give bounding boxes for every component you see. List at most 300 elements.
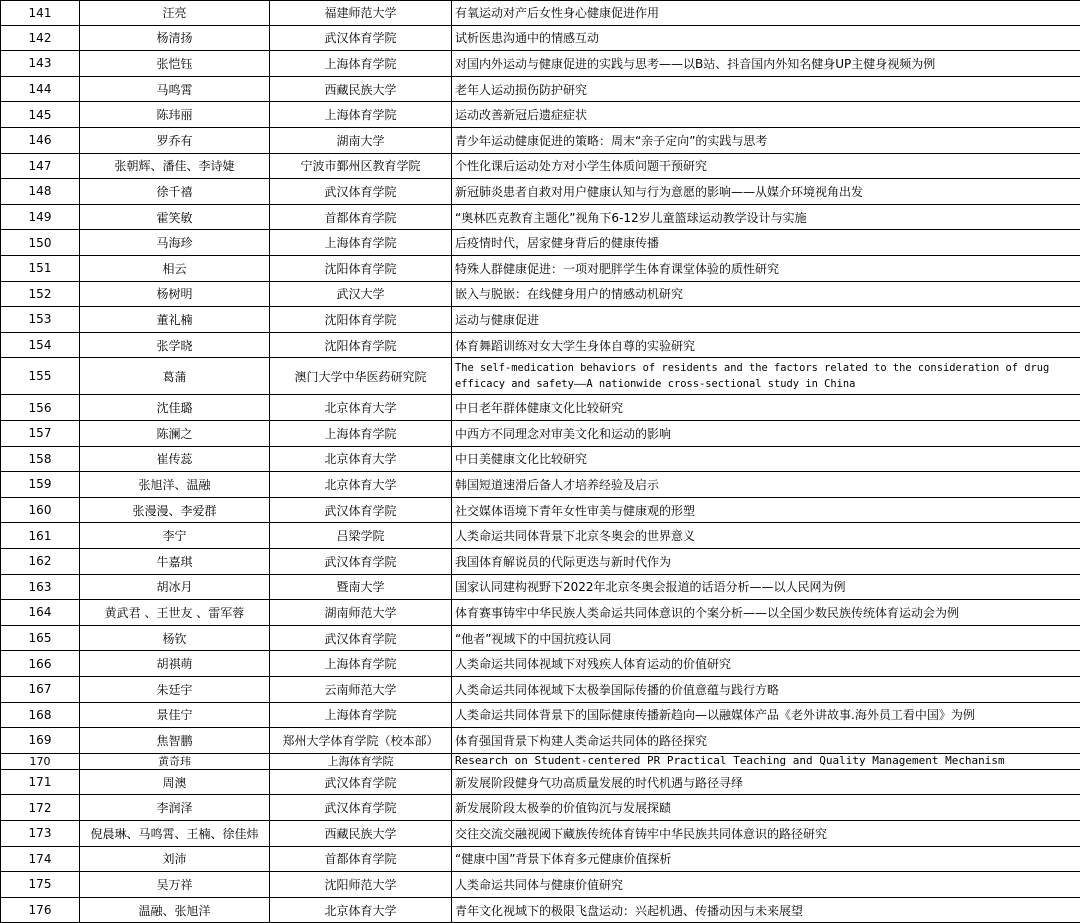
- title-text: 人类命运共同体视域下对残疾人体育运动的价值研究: [455, 657, 732, 672]
- title-text: “健康中国”背景下体育多元健康价值探析: [455, 852, 672, 867]
- title-cell[interactable]: [452, 898, 1080, 923]
- institution-cell[interactable]: [270, 395, 452, 420]
- institution-text: 云南师范大学: [324, 682, 397, 697]
- title-cell[interactable]: [452, 600, 1080, 625]
- title-text: 个性化课后运动处方对小学生体质问题干预研究: [455, 159, 708, 174]
- row-number-cell[interactable]: [0, 472, 80, 497]
- row-number-cell[interactable]: [0, 77, 80, 102]
- table-row: [0, 795, 1080, 821]
- author-cell[interactable]: [80, 179, 270, 204]
- row-number-text: 153: [28, 312, 52, 327]
- author-cell[interactable]: [80, 728, 270, 753]
- author-text: 罗乔有: [156, 133, 193, 148]
- author-cell[interactable]: [80, 307, 270, 332]
- row-number-text: 143: [28, 56, 52, 71]
- title-cell[interactable]: [452, 256, 1080, 281]
- institution-text: 上海体育学院: [324, 657, 397, 672]
- table-row: [0, 703, 1080, 729]
- institution-cell[interactable]: [270, 154, 452, 179]
- author-text: 倪晨琳、马鸣霄、王楠、徐佳炜: [90, 826, 259, 841]
- table-row: [0, 575, 1080, 601]
- row-number-text: 167: [28, 682, 52, 697]
- table-row: [0, 728, 1080, 754]
- title-text: 新发展阶段健身气功高质量发展的时代机遇与路径寻绎: [455, 775, 744, 790]
- row-number-text: 163: [28, 579, 52, 594]
- institution-text: 武汉体育学院: [324, 31, 397, 46]
- title-cell[interactable]: [452, 1, 1080, 25]
- row-number-text: 176: [28, 903, 52, 918]
- author-text: 崔传蕊: [156, 452, 193, 467]
- title-text: The self-medication behaviors of residents and the factors related to the consideration of drug efficacy and safety——A nationwide cross-sectional study in China: [455, 362, 1050, 391]
- institution-text: 沈阳师范大学: [324, 877, 397, 892]
- row-number-text: 172: [28, 800, 52, 815]
- author-text: 马海珍: [156, 236, 193, 251]
- institution-cell[interactable]: [270, 847, 452, 872]
- institution-cell[interactable]: [270, 205, 452, 230]
- row-number-cell[interactable]: [0, 154, 80, 179]
- author-cell[interactable]: [80, 549, 270, 574]
- institution-text: 武汉体育学院: [324, 554, 397, 569]
- row-number-text: 145: [28, 107, 52, 122]
- row-number-text: 164: [28, 605, 52, 620]
- institution-cell[interactable]: [270, 230, 452, 255]
- institution-cell[interactable]: [270, 626, 452, 651]
- table-row: [0, 51, 1080, 77]
- institution-cell[interactable]: [270, 754, 452, 769]
- row-number-text: 173: [28, 826, 52, 841]
- table-row: [0, 128, 1080, 154]
- row-number-cell[interactable]: [0, 847, 80, 872]
- table-row: [0, 26, 1080, 52]
- institution-cell[interactable]: [270, 472, 452, 497]
- row-number-cell[interactable]: [0, 333, 80, 358]
- row-number-text: 152: [28, 286, 52, 301]
- institution-cell[interactable]: [270, 179, 452, 204]
- row-number-text: 147: [28, 158, 52, 173]
- row-number-text: 170: [29, 754, 51, 768]
- author-cell[interactable]: [80, 600, 270, 625]
- author-text: 朱廷宇: [156, 682, 193, 697]
- institution-cell[interactable]: [270, 51, 452, 76]
- author-cell[interactable]: [80, 230, 270, 255]
- author-text: 董礼楠: [156, 312, 193, 327]
- title-text: 试析医患沟通中的情感互动: [455, 31, 600, 46]
- institution-cell[interactable]: [270, 26, 452, 51]
- title-cell[interactable]: [452, 626, 1080, 651]
- author-cell[interactable]: [80, 575, 270, 600]
- institution-cell[interactable]: [270, 872, 452, 897]
- institution-text: 上海体育学院: [324, 108, 397, 123]
- row-number-cell[interactable]: [0, 651, 80, 676]
- row-number-cell[interactable]: [0, 26, 80, 51]
- row-number-cell[interactable]: [0, 358, 80, 394]
- row-number-text: 149: [28, 210, 52, 225]
- row-number-text: 168: [28, 707, 52, 722]
- author-text: 马鸣霄: [156, 82, 193, 97]
- table-row: [0, 600, 1080, 626]
- title-cell[interactable]: [452, 498, 1080, 523]
- row-number-cell[interactable]: [0, 523, 80, 548]
- row-number-cell[interactable]: [0, 307, 80, 332]
- title-cell[interactable]: [452, 549, 1080, 574]
- institution-text: 上海体育学院: [324, 236, 397, 251]
- author-cell[interactable]: [80, 102, 270, 127]
- row-number-cell[interactable]: [0, 575, 80, 600]
- institution-text: 北京体育大学: [324, 452, 397, 467]
- institution-cell[interactable]: [270, 575, 452, 600]
- title-text: 新发展阶段太极拳的价值钩沉与发展探赜: [455, 801, 672, 816]
- institution-cell[interactable]: [270, 549, 452, 574]
- institution-cell[interactable]: [270, 728, 452, 753]
- institution-cell[interactable]: [270, 333, 452, 358]
- table-row: [0, 498, 1080, 524]
- author-text: 李宁: [162, 529, 187, 544]
- row-number-cell[interactable]: [0, 728, 80, 753]
- row-number-cell[interactable]: [0, 51, 80, 76]
- row-number-text: 141: [28, 5, 52, 20]
- author-cell[interactable]: [80, 498, 270, 523]
- title-text: 我国体育解说员的代际更迭与新时代作为: [455, 554, 672, 569]
- row-number-cell[interactable]: [0, 821, 80, 846]
- author-text: 杨钦: [162, 631, 187, 646]
- author-text: 张学晓: [156, 338, 193, 353]
- title-text: 体育舞蹈训练对女大学生身体自尊的实验研究: [455, 338, 696, 353]
- row-number-text: 169: [28, 733, 52, 748]
- row-number-cell[interactable]: [0, 898, 80, 923]
- author-cell[interactable]: [80, 754, 270, 769]
- table-row: [0, 333, 1080, 359]
- institution-cell[interactable]: [270, 770, 452, 795]
- title-cell[interactable]: [452, 754, 1080, 769]
- author-text: 牛嘉琪: [156, 554, 193, 569]
- institution-cell[interactable]: [270, 795, 452, 820]
- row-number-cell[interactable]: [0, 626, 80, 651]
- table-row: [0, 447, 1080, 473]
- title-cell[interactable]: [452, 728, 1080, 753]
- author-text: 徐千禧: [156, 184, 193, 199]
- institution-text: 沈阳体育学院: [324, 338, 397, 353]
- title-text: 新冠肺炎患者自救对用户健康认知与行为意愿的影响——从媒介环境视角出发: [455, 184, 864, 199]
- title-text: 有氧运动对产后女性身心健康促进作用: [455, 6, 660, 21]
- author-text: 杨树明: [156, 287, 193, 302]
- author-text: 陈玮丽: [156, 108, 193, 123]
- row-number-text: 166: [28, 656, 52, 671]
- institution-cell[interactable]: [270, 128, 452, 153]
- table-row: [0, 77, 1080, 103]
- author-text: 杨清扬: [156, 31, 193, 46]
- table-row: [0, 307, 1080, 333]
- title-cell[interactable]: [452, 179, 1080, 204]
- title-cell[interactable]: [452, 821, 1080, 846]
- institution-cell[interactable]: [270, 703, 452, 728]
- author-cell[interactable]: [80, 703, 270, 728]
- title-cell[interactable]: [452, 472, 1080, 497]
- institution-text: 上海体育学院: [327, 755, 394, 769]
- institution-text: 吕梁学院: [336, 529, 385, 544]
- title-text: 特殊人群健康促进：一项对肥胖学生体育课堂体验的质性研究: [455, 261, 780, 276]
- institution-cell[interactable]: [270, 77, 452, 102]
- author-cell[interactable]: [80, 154, 270, 179]
- institution-text: 北京体育大学: [324, 903, 397, 918]
- row-number-cell[interactable]: [0, 498, 80, 523]
- institution-cell[interactable]: [270, 821, 452, 846]
- institution-text: 武汉体育学院: [324, 503, 397, 518]
- title-text: 人类命运共同体视域下太极拳国际传播的价值意蕴与践行方略: [455, 682, 780, 697]
- title-text: 运动与健康促进: [455, 312, 540, 327]
- institution-text: 上海体育学院: [324, 56, 397, 71]
- author-cell[interactable]: [80, 395, 270, 420]
- institution-text: 武汉体育学院: [324, 631, 397, 646]
- row-number-text: 158: [28, 451, 52, 466]
- table-row: [0, 205, 1080, 231]
- title-cell[interactable]: [452, 282, 1080, 307]
- institution-cell[interactable]: [270, 358, 452, 394]
- author-cell[interactable]: [80, 77, 270, 102]
- title-text: 对国内外运动与健康促进的实践与思考——以B站、抖音国内外知名健身UP主健身视频为例: [455, 56, 936, 71]
- institution-cell[interactable]: [270, 102, 452, 127]
- title-cell[interactable]: [452, 358, 1080, 394]
- author-text: 刘沛: [162, 852, 187, 867]
- author-text: 吴万祥: [156, 877, 193, 892]
- title-text: 韩国短道速滑后备人才培养经验及启示: [455, 477, 660, 492]
- institution-text: 沈阳体育学院: [324, 261, 397, 276]
- table-row: [0, 549, 1080, 575]
- author-cell[interactable]: [80, 358, 270, 394]
- table-row: [0, 523, 1080, 549]
- institution-cell[interactable]: [270, 421, 452, 446]
- institution-text: 西藏民族大学: [324, 826, 397, 841]
- author-cell[interactable]: [80, 51, 270, 76]
- title-cell[interactable]: [452, 447, 1080, 472]
- title-cell[interactable]: [452, 677, 1080, 702]
- title-text: 老年人运动损伤防护研究: [455, 82, 588, 97]
- title-text: 中日老年群体健康文化比较研究: [455, 401, 624, 416]
- row-number-text: 146: [28, 133, 52, 148]
- author-cell[interactable]: [80, 821, 270, 846]
- title-cell[interactable]: [452, 51, 1080, 76]
- title-cell[interactable]: [452, 872, 1080, 897]
- institution-cell[interactable]: [270, 600, 452, 625]
- author-cell[interactable]: [80, 26, 270, 51]
- author-cell[interactable]: [80, 333, 270, 358]
- author-cell[interactable]: [80, 421, 270, 446]
- row-number-text: 165: [28, 631, 52, 646]
- title-cell[interactable]: [452, 703, 1080, 728]
- row-number-text: 171: [28, 775, 52, 790]
- row-number-text: 174: [28, 851, 52, 866]
- author-cell[interactable]: [80, 447, 270, 472]
- table-row: [0, 847, 1080, 873]
- institution-text: 北京体育大学: [324, 401, 397, 416]
- author-text: 陈澜之: [156, 426, 193, 441]
- table-row: [0, 821, 1080, 847]
- row-number-text: 157: [28, 426, 52, 441]
- table-row: [0, 395, 1080, 421]
- institution-text: 上海体育学院: [324, 426, 397, 441]
- title-text: 体育赛事铸牢中华民族人类命运共同体意识的个案分析——以全国少数民族传统体育运动会为例: [455, 605, 960, 620]
- title-text: 社交媒体语境下青年女性审美与健康观的形塑: [455, 503, 696, 518]
- author-cell[interactable]: [80, 626, 270, 651]
- author-text: 李润泽: [156, 801, 193, 816]
- title-text: 后疫情时代，居家健身背后的健康传播: [455, 236, 660, 251]
- row-number-cell[interactable]: [0, 872, 80, 897]
- row-number-cell[interactable]: [0, 395, 80, 420]
- title-cell[interactable]: [452, 26, 1080, 51]
- author-cell[interactable]: [80, 898, 270, 923]
- row-number-cell[interactable]: [0, 770, 80, 795]
- title-cell[interactable]: [452, 575, 1080, 600]
- row-number-text: 162: [28, 554, 52, 569]
- author-cell[interactable]: [80, 770, 270, 795]
- author-cell[interactable]: [80, 677, 270, 702]
- row-number-text: 150: [28, 235, 52, 250]
- title-text: 青年文化视域下的极限飞盘运动：兴起机遇、传播动因与未来展望: [455, 903, 804, 918]
- author-text: 汪亮: [162, 6, 187, 21]
- title-text: 国家认同建构视野下2022年北京冬奥会报道的话语分析——以人民网为例: [455, 580, 846, 595]
- author-text: 景佳宁: [156, 708, 193, 723]
- title-cell[interactable]: [452, 333, 1080, 358]
- title-cell[interactable]: [452, 230, 1080, 255]
- title-cell[interactable]: [452, 523, 1080, 548]
- author-text: 周澳: [162, 775, 187, 790]
- table-row: [0, 898, 1080, 923]
- institution-cell[interactable]: [270, 1, 452, 25]
- title-cell[interactable]: [452, 795, 1080, 820]
- title-text: 中日美健康文化比较研究: [455, 452, 588, 467]
- institution-text: 首都体育学院: [324, 210, 397, 225]
- title-cell[interactable]: [452, 128, 1080, 153]
- institution-text: 武汉体育学院: [324, 775, 397, 790]
- row-number-cell[interactable]: [0, 230, 80, 255]
- institution-text: 暨南大学: [336, 580, 385, 595]
- row-number-text: 175: [28, 877, 52, 892]
- author-cell[interactable]: [80, 523, 270, 548]
- author-cell[interactable]: [80, 128, 270, 153]
- title-cell[interactable]: [452, 847, 1080, 872]
- title-text: “奥林匹克教育主题化”视角下6-12岁儿童篮球运动教学设计与实施: [455, 210, 807, 225]
- title-text: “他者”视域下的中国抗疫认同: [455, 631, 612, 646]
- author-text: 张漫漫、李爱群: [132, 503, 217, 518]
- title-cell[interactable]: [452, 154, 1080, 179]
- author-cell[interactable]: [80, 472, 270, 497]
- institution-cell[interactable]: [270, 498, 452, 523]
- row-number-cell[interactable]: [0, 549, 80, 574]
- row-number-cell[interactable]: [0, 1, 80, 25]
- institution-cell[interactable]: [270, 256, 452, 281]
- row-number-cell[interactable]: [0, 421, 80, 446]
- row-number-text: 160: [28, 503, 52, 518]
- table-row: [0, 102, 1080, 128]
- institution-text: 首都体育学院: [324, 852, 397, 867]
- institution-text: 湖南大学: [336, 133, 385, 148]
- table-row: [0, 256, 1080, 282]
- row-number-text: 155: [28, 369, 52, 384]
- institution-text: 武汉体育学院: [324, 801, 397, 816]
- institution-cell[interactable]: [270, 651, 452, 676]
- author-cell[interactable]: [80, 847, 270, 872]
- row-number-text: 161: [28, 528, 52, 543]
- institution-cell[interactable]: [270, 282, 452, 307]
- title-cell[interactable]: [452, 651, 1080, 676]
- author-cell[interactable]: [80, 205, 270, 230]
- title-text: 中西方不同理念对审美文化和运动的影响: [455, 426, 672, 441]
- institution-cell[interactable]: [270, 898, 452, 923]
- table-row: [0, 282, 1080, 308]
- title-cell[interactable]: [452, 421, 1080, 446]
- table-row: [0, 421, 1080, 447]
- table-row: [0, 626, 1080, 652]
- row-number-text: 159: [28, 477, 52, 492]
- row-number-cell[interactable]: [0, 703, 80, 728]
- row-number-text: 142: [28, 30, 52, 45]
- author-cell[interactable]: [80, 256, 270, 281]
- author-text: 黄奇玮: [158, 755, 191, 769]
- author-cell[interactable]: [80, 795, 270, 820]
- row-number-text: 154: [28, 338, 52, 353]
- title-cell[interactable]: [452, 307, 1080, 332]
- table-row: [0, 230, 1080, 256]
- title-cell[interactable]: [452, 395, 1080, 420]
- author-cell[interactable]: [80, 282, 270, 307]
- table-row: [0, 179, 1080, 205]
- table-row: [0, 651, 1080, 677]
- row-number-cell[interactable]: [0, 102, 80, 127]
- institution-text: 澳门大学中华医药研究院: [294, 369, 427, 384]
- row-number-cell[interactable]: [0, 128, 80, 153]
- row-number-cell[interactable]: [0, 205, 80, 230]
- institution-text: 武汉体育学院: [324, 184, 397, 199]
- title-text: 人类命运共同体背景下北京冬奥会的世界意义: [455, 529, 696, 544]
- institution-cell[interactable]: [270, 307, 452, 332]
- author-cell[interactable]: [80, 1, 270, 25]
- author-text: 焦智鹏: [156, 733, 193, 748]
- author-text: 胡冰月: [156, 580, 193, 595]
- title-cell[interactable]: [452, 205, 1080, 230]
- row-number-cell[interactable]: [0, 447, 80, 472]
- author-text: 黄武君 、王世友 、雷军蓉: [104, 605, 245, 620]
- row-number-cell[interactable]: [0, 179, 80, 204]
- table-row: [0, 154, 1080, 180]
- institution-text: 西藏民族大学: [324, 82, 397, 97]
- row-number-cell[interactable]: [0, 795, 80, 820]
- title-cell[interactable]: [452, 102, 1080, 127]
- table-row: [0, 872, 1080, 898]
- institution-cell[interactable]: [270, 447, 452, 472]
- row-number-cell[interactable]: [0, 256, 80, 281]
- title-text: 体育强国背景下构建人类命运共同体的路径探究: [455, 733, 708, 748]
- author-text: 张朝辉、潘佳、李诗婕: [114, 159, 235, 174]
- author-cell[interactable]: [80, 872, 270, 897]
- title-text: Research on Student-centered PR Practical Teaching and Quality Management Mechanism: [455, 754, 1005, 768]
- institution-cell[interactable]: [270, 523, 452, 548]
- author-cell[interactable]: [80, 651, 270, 676]
- row-number-cell[interactable]: [0, 754, 80, 769]
- row-number-cell[interactable]: [0, 677, 80, 702]
- institution-text: 沈阳体育学院: [324, 312, 397, 327]
- title-cell[interactable]: [452, 770, 1080, 795]
- institution-text: 湖南师范大学: [324, 605, 397, 620]
- institution-text: 上海体育学院: [324, 708, 397, 723]
- author-text: 霍笑敏: [156, 210, 193, 225]
- author-text: 张恺钰: [156, 56, 193, 71]
- row-number-cell[interactable]: [0, 600, 80, 625]
- title-cell[interactable]: [452, 77, 1080, 102]
- institution-cell[interactable]: [270, 677, 452, 702]
- institution-text: 宁波市鄞州区教育学院: [300, 159, 421, 174]
- title-text: 运动改善新冠后遗症症状: [455, 108, 588, 123]
- author-text: 温融、张旭洋: [138, 903, 211, 918]
- row-number-cell[interactable]: [0, 282, 80, 307]
